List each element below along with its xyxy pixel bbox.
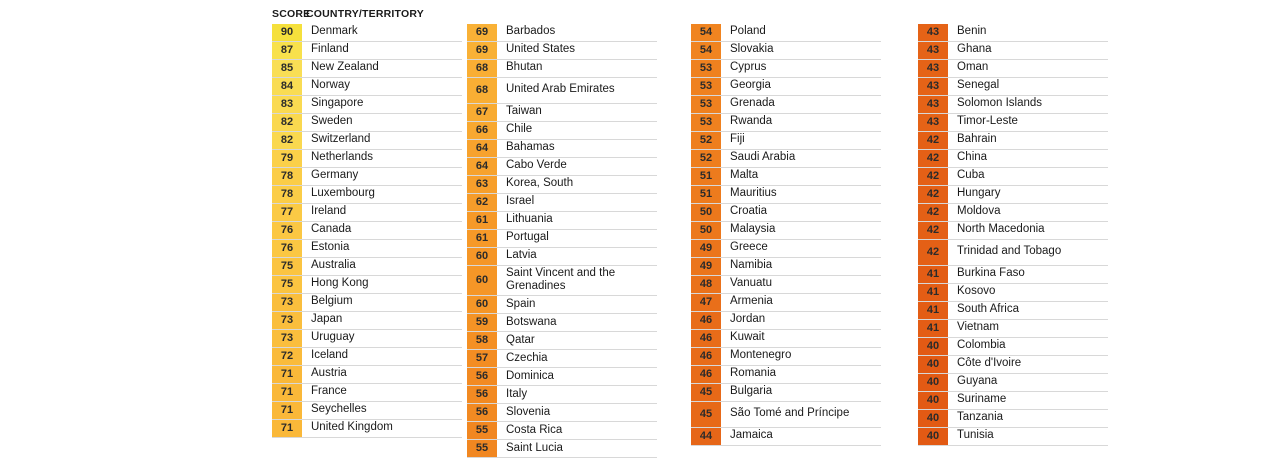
score-cell: 67 (467, 104, 497, 121)
score-cell: 60 (467, 266, 497, 295)
table-row (467, 296, 657, 314)
table-row (918, 96, 1108, 114)
table-row (272, 348, 462, 366)
score-cell: 46 (691, 330, 721, 347)
score-cell: 40 (918, 374, 948, 391)
table-row (467, 422, 657, 440)
score-cell: 58 (467, 332, 497, 349)
table-row (272, 186, 462, 204)
country-cell: Lithuania (506, 213, 553, 226)
score-cell: 45 (691, 402, 721, 427)
table-row (272, 168, 462, 186)
table-row (691, 222, 881, 240)
country-cell: Bhutan (506, 61, 543, 74)
score-cell: 40 (918, 392, 948, 409)
country-cell: Saint Lucia (506, 441, 563, 454)
score-cell: 69 (467, 42, 497, 59)
country-cell: Jamaica (730, 429, 773, 442)
score-cell: 41 (918, 320, 948, 337)
score-cell: 68 (467, 60, 497, 77)
table-row (272, 204, 462, 222)
country-cell: Portugal (506, 231, 549, 244)
country-cell: China (957, 151, 988, 164)
table-row (467, 194, 657, 212)
header-score-label: SCORE (272, 8, 311, 20)
table-row (691, 276, 881, 294)
score-cell: 40 (918, 410, 948, 427)
table-row (918, 320, 1108, 338)
rows-container-4 (918, 24, 1108, 446)
country-cell: Denmark (311, 25, 358, 38)
table-row (272, 114, 462, 132)
score-cell: 46 (691, 366, 721, 383)
country-cell: United States (506, 43, 576, 56)
country-cell: Chile (506, 123, 533, 136)
table-row (467, 368, 657, 386)
score-cell: 84 (272, 78, 302, 95)
country-cell: Guyana (957, 375, 998, 388)
score-cell: 40 (918, 428, 948, 445)
score-cell: 42 (918, 186, 948, 203)
table-row (918, 24, 1108, 42)
country-cell: Korea, South (506, 177, 574, 190)
country-cell: São Tomé and Príncipe (730, 407, 850, 420)
table-row (467, 332, 657, 350)
score-cell: 73 (272, 312, 302, 329)
rows-container-1 (272, 24, 462, 438)
country-cell: Kuwait (730, 331, 765, 344)
country-cell: Bulgaria (730, 385, 773, 398)
score-cell: 73 (272, 294, 302, 311)
score-cell: 42 (918, 132, 948, 149)
score-cell: 64 (467, 140, 497, 157)
country-cell: Hungary (957, 187, 1001, 200)
country-cell: Costa Rica (506, 423, 563, 436)
score-cell: 45 (691, 384, 721, 401)
score-cell: 75 (272, 276, 302, 293)
score-cell: 43 (918, 24, 948, 41)
header-spacer-2 (467, 4, 657, 24)
table-row (467, 60, 657, 78)
country-cell: Greece (730, 241, 768, 254)
table-row (918, 284, 1108, 302)
score-cell: 71 (272, 384, 302, 401)
table-row (467, 158, 657, 176)
country-cell: Luxembourg (311, 187, 375, 200)
country-cell: Switzerland (311, 133, 371, 146)
country-cell: Germany (311, 169, 359, 182)
score-cell: 53 (691, 114, 721, 131)
score-cell: 73 (272, 330, 302, 347)
country-cell: Vanuatu (730, 277, 772, 290)
table-row (691, 348, 881, 366)
score-cell: 69 (467, 24, 497, 41)
country-cell: Finland (311, 43, 349, 56)
score-cell: 83 (272, 96, 302, 113)
table-row (272, 276, 462, 294)
score-cell: 72 (272, 348, 302, 365)
score-cell: 44 (691, 428, 721, 445)
country-cell: Belgium (311, 295, 353, 308)
country-cell: Saint Vincent and the Grenadines (506, 267, 616, 293)
score-cell: 56 (467, 404, 497, 421)
table-row (918, 410, 1108, 428)
country-cell: North Macedonia (957, 223, 1045, 236)
country-cell: Grenada (730, 97, 775, 110)
score-cell: 68 (467, 78, 497, 103)
table-row (467, 266, 657, 296)
score-cell: 42 (918, 150, 948, 167)
header-country-label: COUNTRY/TERRITORY (306, 8, 424, 20)
table-row (918, 186, 1108, 204)
table-row (691, 428, 881, 446)
table-row (918, 338, 1108, 356)
header-spacer-4 (918, 4, 1108, 24)
country-cell: Taiwan (506, 105, 542, 118)
table-row (691, 312, 881, 330)
country-cell: Tunisia (957, 429, 994, 442)
table-row (467, 42, 657, 60)
table-row (691, 42, 881, 60)
country-cell: Solomon Islands (957, 97, 1043, 110)
country-cell: Austria (311, 367, 347, 380)
country-cell: Benin (957, 25, 987, 38)
country-cell: South Africa (957, 303, 1020, 316)
table-row (691, 366, 881, 384)
score-cell: 71 (272, 366, 302, 383)
table-row (272, 312, 462, 330)
score-cell: 56 (467, 386, 497, 403)
country-cell: Slovenia (506, 405, 551, 418)
rows-container-3 (691, 24, 881, 446)
country-cell: Vietnam (957, 321, 999, 334)
country-cell: Tanzania (957, 411, 1004, 424)
rows-container-2 (467, 24, 657, 458)
table-row (918, 60, 1108, 78)
score-cell: 59 (467, 314, 497, 331)
table-row (691, 168, 881, 186)
table-row (918, 240, 1108, 266)
country-cell: Trinidad and Tobago (957, 245, 1062, 258)
country-cell: Poland (730, 25, 766, 38)
score-cell: 61 (467, 212, 497, 229)
score-cell: 85 (272, 60, 302, 77)
table-row (467, 104, 657, 122)
table-row (918, 168, 1108, 186)
score-cell: 54 (691, 24, 721, 41)
score-cell: 46 (691, 348, 721, 365)
country-cell: Côte d'Ivoire (957, 357, 1022, 370)
country-cell: Japan (311, 313, 343, 326)
table-row (272, 150, 462, 168)
table-row (467, 314, 657, 332)
country-cell: Barbados (506, 25, 556, 38)
country-cell: Qatar (506, 333, 535, 346)
table-row (691, 294, 881, 312)
score-cell: 48 (691, 276, 721, 293)
table-row (691, 240, 881, 258)
table-row (467, 404, 657, 422)
score-cell: 46 (691, 312, 721, 329)
country-cell: Canada (311, 223, 352, 236)
score-cell: 78 (272, 186, 302, 203)
country-cell: United Kingdom (311, 421, 393, 434)
header-spacer-3 (691, 4, 881, 24)
score-cell: 42 (918, 168, 948, 185)
table-row (272, 24, 462, 42)
score-cell: 71 (272, 420, 302, 437)
country-cell: United Arab Emirates (506, 83, 615, 96)
table-row (467, 248, 657, 266)
country-cell: Bahrain (957, 133, 997, 146)
score-cell: 50 (691, 204, 721, 221)
score-cell: 49 (691, 240, 721, 257)
country-cell: Bahamas (506, 141, 555, 154)
table-row (918, 114, 1108, 132)
score-cell: 43 (918, 114, 948, 131)
table-row (272, 96, 462, 114)
table-row (691, 60, 881, 78)
score-cell: 77 (272, 204, 302, 221)
table-row (918, 302, 1108, 320)
country-cell: Suriname (957, 393, 1007, 406)
country-cell: Colombia (957, 339, 1006, 352)
table-row (918, 266, 1108, 284)
score-cell: 42 (918, 204, 948, 221)
table-row (918, 204, 1108, 222)
country-cell: Norway (311, 79, 350, 92)
score-cell: 50 (691, 222, 721, 239)
table-row (467, 386, 657, 404)
table-row (691, 150, 881, 168)
country-cell: Hong Kong (311, 277, 369, 290)
country-cell: Seychelles (311, 403, 367, 416)
country-cell: Kosovo (957, 285, 996, 298)
table-row (467, 78, 657, 104)
country-cell: Oman (957, 61, 989, 74)
score-cell: 43 (918, 96, 948, 113)
score-cell: 76 (272, 240, 302, 257)
score-cell: 90 (272, 24, 302, 41)
table-row (467, 440, 657, 458)
table-row (691, 384, 881, 402)
score-cell: 56 (467, 368, 497, 385)
table-row (918, 356, 1108, 374)
column-header (272, 4, 462, 20)
score-cell: 43 (918, 42, 948, 59)
country-cell: Montenegro (730, 349, 792, 362)
score-cell: 41 (918, 302, 948, 319)
table-row (467, 230, 657, 248)
score-cell: 47 (691, 294, 721, 311)
country-cell: Israel (506, 195, 535, 208)
score-cell: 87 (272, 42, 302, 59)
table-row (272, 258, 462, 276)
rank-column-2 (467, 4, 657, 454)
country-cell: Italy (506, 387, 528, 400)
score-cell: 51 (691, 186, 721, 203)
table-row (272, 420, 462, 438)
score-cell: 42 (918, 222, 948, 239)
table-row (272, 132, 462, 150)
country-cell: Slovakia (730, 43, 774, 56)
country-cell: Ireland (311, 205, 347, 218)
country-cell: Armenia (730, 295, 773, 308)
country-cell: Czechia (506, 351, 548, 364)
table-row (272, 402, 462, 420)
score-cell: 60 (467, 248, 497, 265)
table-row (467, 140, 657, 158)
score-cell: 42 (918, 240, 948, 265)
table-row (691, 402, 881, 428)
score-cell: 55 (467, 440, 497, 457)
country-cell: Romania (730, 367, 777, 380)
table-row (467, 122, 657, 140)
score-cell: 41 (918, 266, 948, 283)
score-cell: 43 (918, 60, 948, 77)
rank-column-4 (918, 4, 1108, 454)
country-cell: Netherlands (311, 151, 374, 164)
country-cell: Australia (311, 259, 356, 272)
score-cell: 82 (272, 114, 302, 131)
table-row (691, 204, 881, 222)
table-row (272, 384, 462, 402)
score-cell: 53 (691, 60, 721, 77)
score-cell: 53 (691, 96, 721, 113)
table-row (918, 78, 1108, 96)
country-cell: Cyprus (730, 61, 767, 74)
country-cell: New Zealand (311, 61, 379, 74)
table-row (467, 212, 657, 230)
country-cell: Singapore (311, 97, 364, 110)
table-row (691, 114, 881, 132)
table-row (691, 96, 881, 114)
country-cell: Latvia (506, 249, 537, 262)
table-row (691, 258, 881, 276)
table-row (918, 222, 1108, 240)
country-cell: Timor-Leste (957, 115, 1018, 128)
score-cell: 62 (467, 194, 497, 211)
score-cell: 51 (691, 168, 721, 185)
table-row (272, 60, 462, 78)
country-cell: Cuba (957, 169, 985, 182)
table-row (272, 78, 462, 96)
score-cell: 75 (272, 258, 302, 275)
rank-column-1 (272, 4, 462, 454)
table-row (272, 294, 462, 312)
rank-column-3 (691, 4, 881, 454)
table-row (272, 240, 462, 258)
country-cell: Iceland (311, 349, 349, 362)
score-cell: 41 (918, 284, 948, 301)
score-cell: 49 (691, 258, 721, 275)
score-cell: 64 (467, 158, 497, 175)
table-row (272, 222, 462, 240)
score-cell: 57 (467, 350, 497, 367)
table-row (272, 366, 462, 384)
country-cell: Malaysia (730, 223, 776, 236)
table-row (918, 42, 1108, 60)
country-cell: Estonia (311, 241, 350, 254)
score-cell: 53 (691, 78, 721, 95)
score-cell: 52 (691, 150, 721, 167)
country-cell: Fiji (730, 133, 745, 146)
table-row (691, 186, 881, 204)
score-cell: 40 (918, 338, 948, 355)
score-cell: 71 (272, 402, 302, 419)
table-row (918, 150, 1108, 168)
score-cell: 78 (272, 168, 302, 185)
score-cell: 76 (272, 222, 302, 239)
score-cell: 52 (691, 132, 721, 149)
country-cell: Namibia (730, 259, 773, 272)
score-cell: 40 (918, 356, 948, 373)
country-cell: Senegal (957, 79, 1000, 92)
table-row (691, 330, 881, 348)
table-row (918, 374, 1108, 392)
country-cell: France (311, 385, 347, 398)
table-row (467, 176, 657, 194)
country-cell: Georgia (730, 79, 771, 92)
table-row (918, 392, 1108, 410)
country-cell: Dominica (506, 369, 554, 382)
country-cell: Croatia (730, 205, 768, 218)
table-row (691, 24, 881, 42)
country-cell: Sweden (311, 115, 353, 128)
country-cell: Moldova (957, 205, 1001, 218)
score-cell: 82 (272, 132, 302, 149)
score-cell: 66 (467, 122, 497, 139)
table-row (272, 42, 462, 60)
country-cell: Mauritius (730, 187, 777, 200)
country-cell: Saudi Arabia (730, 151, 796, 164)
table-row (918, 132, 1108, 150)
country-cell: Rwanda (730, 115, 773, 128)
table-row (691, 78, 881, 96)
score-cell: 63 (467, 176, 497, 193)
country-cell: Ghana (957, 43, 992, 56)
score-cell: 54 (691, 42, 721, 59)
country-cell: Cabo Verde (506, 159, 567, 172)
score-cell: 79 (272, 150, 302, 167)
country-cell: Jordan (730, 313, 766, 326)
table-row (691, 132, 881, 150)
country-cell: Botswana (506, 315, 557, 328)
score-cell: 60 (467, 296, 497, 313)
table-row (467, 350, 657, 368)
table-row (467, 24, 657, 42)
score-cell: 55 (467, 422, 497, 439)
score-cell: 61 (467, 230, 497, 247)
country-cell: Spain (506, 297, 536, 310)
country-cell: Uruguay (311, 331, 355, 344)
country-cell: Malta (730, 169, 759, 182)
table-row (272, 330, 462, 348)
country-cell: Burkina Faso (957, 267, 1025, 280)
score-cell: 43 (918, 78, 948, 95)
table-row (918, 428, 1108, 446)
